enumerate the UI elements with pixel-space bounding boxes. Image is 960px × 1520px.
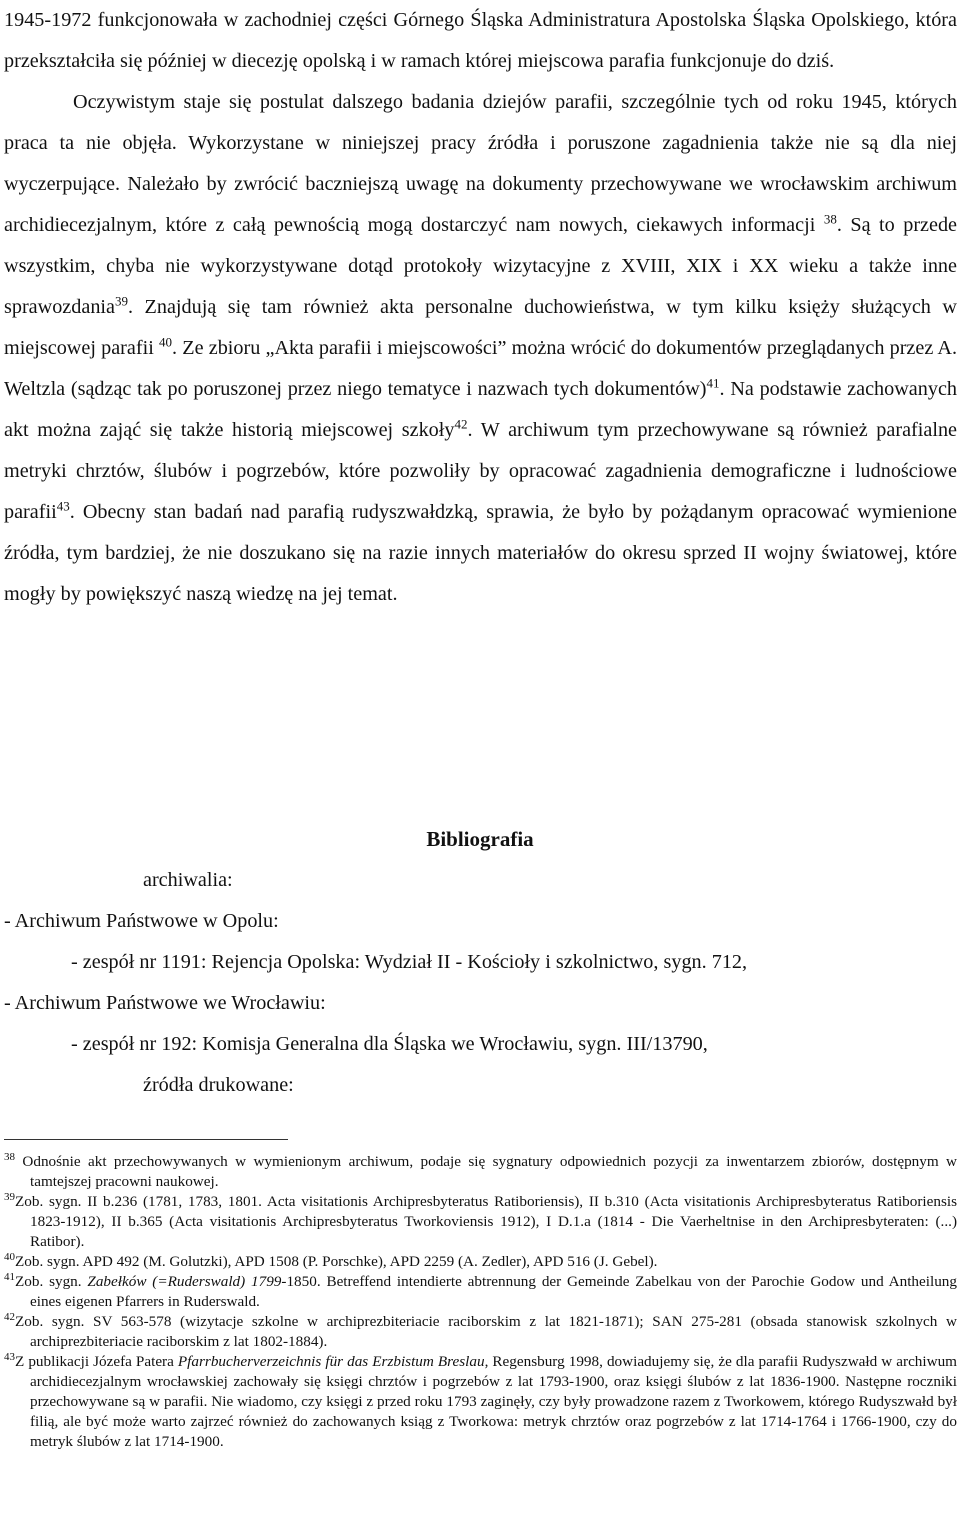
footnote-ref-41[interactable]: 41 bbox=[706, 375, 720, 391]
archival-sources-heading: archiwalia: bbox=[143, 869, 233, 891]
footnote-ref-43[interactable]: 43 bbox=[56, 498, 70, 514]
paragraph-2 bbox=[4, 82, 957, 615]
footnote-ref-40[interactable]: 40 bbox=[159, 334, 173, 350]
footnote-title: Pfarrbucherverzeichnis für das Erzbistum Breslau bbox=[177, 1353, 485, 1370]
paragraph-2-part-b: . Są to przede wszystkim, chyba nie wykorzystywane dotąd protokoły wizytacyjne z XVIII, XIX i XX wieku a także inne sprawozdania bbox=[4, 214, 958, 318]
footnote-ref-38[interactable]: 38 bbox=[823, 211, 837, 227]
footnote-number: 40 bbox=[4, 1250, 15, 1263]
paragraph-2-part-e: . Na podstawie zachowanych akt można zająć się także historią miejscowej szkoły bbox=[4, 378, 958, 441]
bibliography-heading: Bibliografia bbox=[426, 827, 534, 851]
footnote-text-pre: Z publikacji Józefa Patera bbox=[15, 1353, 178, 1370]
footnote-number: 39 bbox=[4, 1190, 15, 1203]
paragraph-2-part-f: . W archiwum tym przechowywane są również parafialne metryki chrztów, ślubów i pogrzebów, które pozwoliły by opracować zagadnienia demograficzne i ludnościowe parafii bbox=[4, 419, 957, 523]
paragraph-2-part-a: Oczywistym staje się postulat dalszego badania dziejów parafii, szczególnie tych od roku 1945, których praca ta nie objęła. Wykorzystane w niniejszej pracy źródła i poruszone zagadnienia także nie są dla niej wyczerpujące. Należało by zwrócić baczniejszą uwagę na dokumenty przechowywane we wrocławskim archiwum archidiecezjalnym, które z całą pewnością mogą dostarczyć nam nowych, ciekawych informacji bbox=[4, 91, 957, 236]
footnote-39 bbox=[4, 1192, 957, 1252]
footnote-text-post: -1850. Betreffend intendierte abtrennung der Gemeinde Zabelkau von der Parochie Godow und Antheilung eines eigenen Pfarrers in Ruderswald. bbox=[30, 1273, 957, 1310]
footnote-number: 42 bbox=[4, 1310, 15, 1323]
paragraph-1: 1945-1972 funkcjonowała w zachodniej części Górnego Śląska Administratura Apostolska Śląska Opolskiego, która przekształciła się później w diecezję opolską i w ramach której miejscowa parafia funkcjonuje do dziś. bbox=[4, 9, 957, 72]
footnote-text-post: , Regensburg 1998, dowiadujemy się, że dla parafii Rudyszwałd w archiwum archidiecezjalnym wrocławskiej zachowały się księgi chrztów i pogrzebów z lat 1793-1900, oraz księgi ślubów z lat 1836-1900. Następne roczniki przechowywane są w parafii. Nie wiadomo, czy księgi z przed roku 1793 zaginęły, czy były prowadzone razem z Tworkowem, którego Rudyszwałd był filią, ale być może warto zajrzeć również do zachowanych ksiąg z Tworkowa: metryk chrztów oraz pogrzebów z lat 1714-1764 i 1766-1900, czy do metryk ślubów z lat 1714-1900. bbox=[30, 1353, 957, 1450]
footnote-text: Zob. sygn. II b.236 (1781, 1783, 1801. Acta visitationis Archipresbyteratus Ratiboriensis), II b.310 (Acta visitationis Archipresbyteratus Ratiboriensis 1823-1912), II b.365 (Acta visitationis Archipresbyteratus Tworkoviensis 1912), I D.1.a (1814 - Die Vaerheltnise in den Archipresbyteraten: (...) Ratibor). bbox=[15, 1193, 957, 1250]
paragraph-2-part-d: . Ze zbioru „Akta parafii i miejscowości” można wrócić do dokumentów przeglądanych przez A. Weltzla (sądząc tak po poruszonej przez niego tematyce i nazwach tych dokumentów) bbox=[4, 337, 958, 400]
footnote-ref-39[interactable]: 39 bbox=[114, 293, 128, 309]
footnote-38 bbox=[4, 1152, 957, 1192]
printed-sources-heading: źródła drukowane: bbox=[143, 1074, 294, 1096]
footnote-text: Zob. sygn. SV 563-578 (wizytacje szkolne w archiprezbiteriacie raciborskim z lat 1821-1871); SAN 275-281 (obsada stanowisk szkolnych w archiprezbiteriacie raciborskim z lat 1802-1884). bbox=[15, 1313, 957, 1350]
footnote-ref-42[interactable]: 42 bbox=[454, 416, 468, 432]
footnote-42 bbox=[4, 1312, 957, 1352]
paragraph-2-part-g: . Obecny stan badań nad parafią rudyszwałdzką, sprawia, że było by pożądanym opracować wymienione źródła, tym bardziej, że nie doszukano się na razie innych materiałów do okresu sprzed II wojny światowej, które mogły by powiększyć naszą wiedzę na jej temat. bbox=[4, 501, 957, 605]
paragraph-2-part-c: . Znajdują się tam również akta personalne duchowieństwa, w tym kilku księży służących w miejscowej parafii bbox=[4, 296, 957, 359]
main-text bbox=[4, 0, 957, 615]
footnote-text: Zob. sygn. APD 492 (M. Golutzki), APD 1508 (P. Porschke), APD 2259 (A. Zedler), APD 516 (J. Gebel). bbox=[15, 1253, 658, 1270]
footnote-number: 41 bbox=[4, 1270, 15, 1283]
footnote-40 bbox=[4, 1252, 957, 1272]
footnote-43 bbox=[4, 1352, 957, 1452]
footnotes bbox=[4, 1152, 957, 1452]
footnote-text: Odnośnie akt przechowywanych w wymienionym archiwum, podaje się sygnatury odpowiednich pozycji za inwentarzem zbiorów, dostępnym w tamtejszej pracowni naukowej. bbox=[22, 1153, 958, 1190]
footnote-text-pre: Zob. sygn. bbox=[15, 1273, 88, 1290]
archive-opole-item: - zespół nr 1191: Rejencja Opolska: Wydział II - Kościoły i szkolnictwo, sygn. 712, bbox=[71, 951, 748, 973]
archive-wroclaw-item: - zespół nr 192: Komisja Generalna dla Śląska we Wrocławiu, sygn. III/13790, bbox=[71, 1033, 708, 1055]
archive-opole: - Archiwum Państwowe w Opolu: bbox=[4, 910, 279, 932]
footnote-number: 38 bbox=[4, 1150, 15, 1163]
footnote-41 bbox=[4, 1272, 957, 1312]
footnote-number: 43 bbox=[4, 1350, 15, 1363]
footnote-separator bbox=[4, 1139, 288, 1140]
archive-wroclaw: - Archiwum Państwowe we Wrocławiu: bbox=[4, 992, 326, 1014]
footnote-title: Zabełków (=Ruderswald) 1799 bbox=[87, 1273, 282, 1290]
